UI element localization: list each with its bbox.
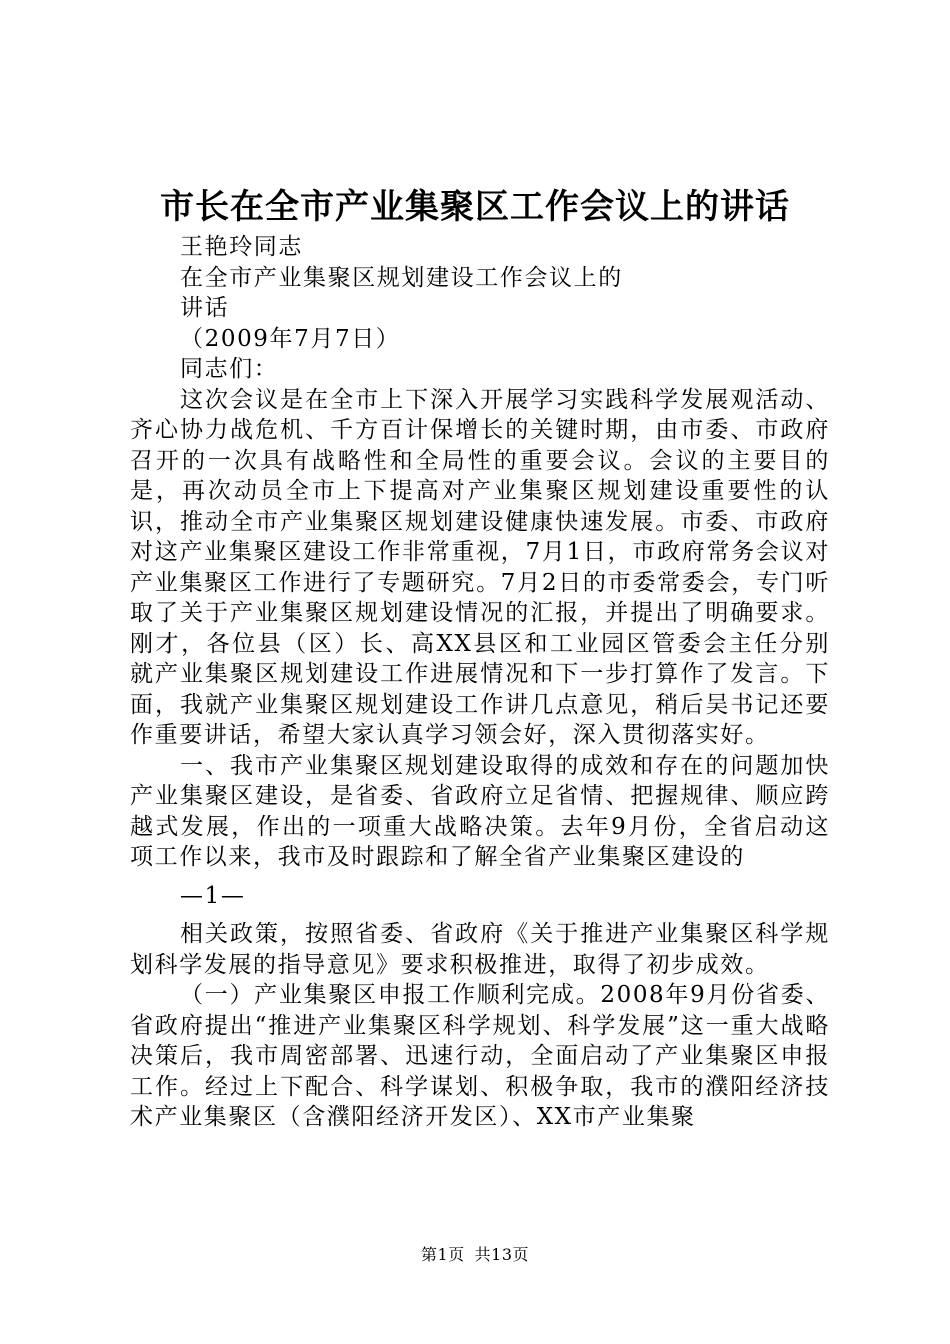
date-line: （2009年7月7日） (180, 325, 401, 352)
page-total: 共13页 (474, 1245, 530, 1264)
page-number: 第1页 (420, 1245, 465, 1264)
spacer (130, 873, 830, 881)
document-body (130, 232, 830, 1133)
occasion-line: 在全市产业集聚区规划建设工作会议上的 (180, 264, 623, 291)
speaker-line: 王艳玲同志 (180, 234, 303, 260)
spacer (130, 911, 830, 919)
paragraph: 相关政策，按照省委、省政府《关于推进产业集聚区科学规划科学发展的指导意见》要求积极推进，取得了初步成效。 (130, 921, 830, 978)
inner-page-mark: —1— (180, 882, 246, 909)
paragraph: 一、我市产业集聚区规划建设取得的成效和存在的问题加快产业集聚区建设，是省委、省政府立足省情、把握规律、顺应跨越式发展，作出的一项重大战略决策。去年9月份，全省启动这项工作以来，我市及时跟踪和了解全省产业集聚区建设的 (130, 752, 830, 870)
document-title: 市长在全市产业集聚区工作会议上的讲话 (160, 187, 790, 227)
page-footer (0, 1244, 950, 1266)
paragraph: （一）产业集聚区申报工作顺利完成。2008年9月份省委、省政府提出“推进产业集聚区科学规划、科学发展”这一重大战略决策后，我市周密部署、迅速行动，全面启动了产业集聚区申报工作。经过上下配合、科学谋划、积极争取，我市的濮阳经济技术产业集聚区（含濮阳经济开发区）、XX市产业集聚 (130, 982, 830, 1130)
paragraph: 这次会议是在全市上下深入开展学习实践科学发展观活动、齐心协力战危机、千方百计保增长的关键时期，由市委、市政府召开的一次具有战略性和全局性的重要会议。会议的主要目的是，再次动员全市上下提高对产业集聚区规划建设重要性的认识，推动全市产业集聚区规划建设健康快速发展。市委、市政府对这产业集聚区建设工作非常重视，7月1日，市政府常务会议对产业集聚区工作进行了专题研究。7月2日的市委常委会，专门听取了关于产业集聚区规划建设情况的汇报，并提出了明确要求。刚才，各位县（区）长、高XX县区和工业园区管委会主任分别就产业集聚区规划建设工作进展情况和下一步打算作了发言。下面，我就产业集聚区规划建设工作讲几点意见，稍后吴书记还要作重要讲话，希望大家认真学习领会好，深入贯彻落实好。 (130, 386, 830, 748)
salutation: 同志们： (180, 356, 279, 382)
occasion-line-cont: 讲话 (180, 295, 230, 321)
